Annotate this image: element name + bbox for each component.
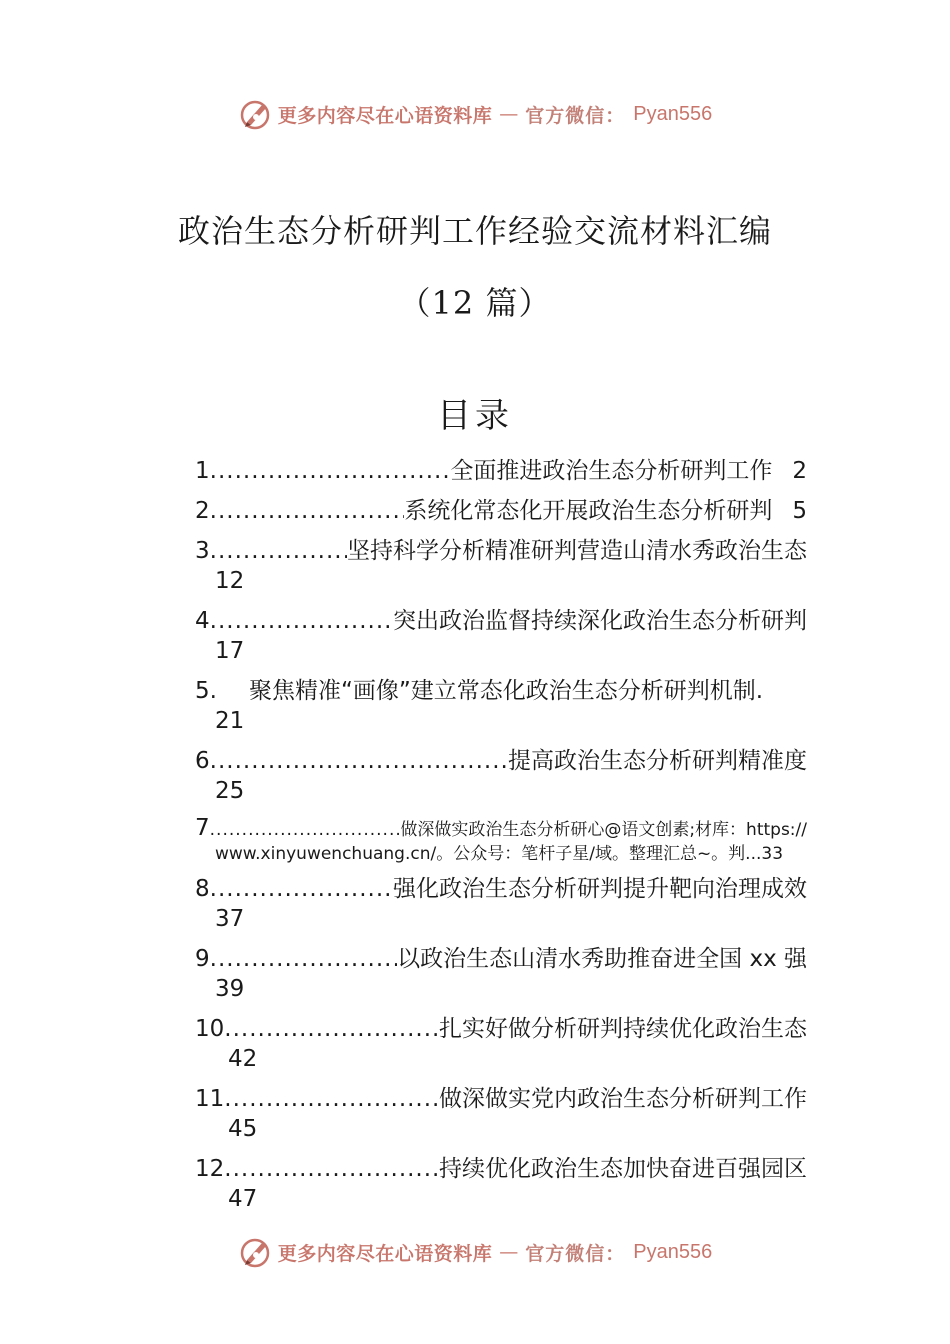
pen-logo-icon <box>238 97 272 131</box>
header-watermark-banner <box>0 94 950 134</box>
toc-entry-number: 10 <box>195 1016 225 1042</box>
toc-entry[interactable] <box>195 816 807 866</box>
toc-entry-number: 3 <box>195 538 210 564</box>
toc-entry-page: 17 <box>215 638 245 664</box>
toc-entry-title: 全面推进政治生态分析研判工作 <box>450 458 773 484</box>
toc-entry-page: 12 <box>215 568 245 594</box>
toc-entry-page: 25 <box>215 778 245 804</box>
table-of-contents <box>195 456 807 1224</box>
toc-entry-number: 8 <box>195 876 210 902</box>
toc-entry-page: 21 <box>215 708 245 734</box>
toc-entry[interactable] <box>195 536 807 596</box>
toc-entry-number: 11 <box>195 1086 225 1112</box>
banner-wechat-id: Pyan556 <box>633 1240 713 1263</box>
toc-leader-dots <box>210 746 508 776</box>
toc-entry[interactable] <box>195 746 807 806</box>
toc-entry-title: 提高政治生态分析研判精准度 <box>508 748 807 774</box>
toc-entry-title: 持续优化政治生态加快奋进百强园区 <box>439 1156 807 1182</box>
toc-leader-dots <box>210 606 393 636</box>
toc-entry-title: 聚焦精准“画像”建立常态化政治生态分析研判机制. <box>248 678 764 704</box>
toc-entry-page: 42 <box>228 1046 258 1072</box>
toc-entry-title: 突出政治监督持续深化政治生态分析研判 <box>393 608 807 634</box>
toc-entry-title: 以政治生态山清水秀助推奋进全国 xx 强 <box>397 946 807 972</box>
toc-entry-number: 4 <box>195 608 210 634</box>
toc-entry[interactable] <box>195 1014 807 1074</box>
document-subtitle: （12 篇） <box>398 284 552 322</box>
toc-entry-number: 6 <box>195 748 210 774</box>
toc-entry-number: 9 <box>195 946 210 972</box>
toc-entry-page: 2 <box>792 458 807 484</box>
toc-entry[interactable] <box>195 676 807 736</box>
toc-entry[interactable] <box>195 1084 807 1144</box>
toc-leader-dots <box>224 1154 439 1184</box>
toc-entry[interactable] <box>195 874 807 934</box>
toc-leader-dots <box>210 874 393 904</box>
toc-entry-page: 5 <box>792 498 807 524</box>
toc-entry-page: 47 <box>228 1186 258 1212</box>
toc-entry-title: 做深做实政治生态分析研心@语文创素;材库：https:// <box>400 820 807 840</box>
toc-entry-title: 做深做实党内政治生态分析研判工作 <box>439 1086 807 1112</box>
toc-entry-number: 7 <box>195 815 210 841</box>
toc-entry-page: 45 <box>228 1116 258 1142</box>
toc-leader-dots <box>210 944 398 974</box>
banner-wechat-id: Pyan556 <box>633 102 713 125</box>
toc-entry[interactable] <box>195 1154 807 1214</box>
banner-dash: — <box>499 1241 519 1263</box>
toc-leader-dots <box>224 1084 439 1114</box>
toc-entry[interactable] <box>195 456 807 486</box>
footer-watermark-banner <box>0 1232 950 1272</box>
toc-heading: 目录 <box>437 396 513 436</box>
toc-entry-title-continued: www.xinyuwenchuang.cn/。公众号：笔杆子星/域。整理汇总~。判...33 <box>215 844 784 864</box>
banner-subtext: 官方微信： <box>525 104 626 127</box>
toc-entry-title: 强化政治生态分析研判提升靶向治理成效 <box>393 876 807 902</box>
toc-leader-dots <box>210 536 347 566</box>
banner-subtext: 官方微信： <box>525 1242 626 1265</box>
toc-entry-number: 2 <box>195 498 210 524</box>
toc-leader-dots <box>210 456 451 486</box>
banner-dash: — <box>499 103 519 125</box>
toc-entry[interactable] <box>195 496 807 526</box>
toc-entry-title: 扎实好做分析研判持续优化政治生态 <box>439 1016 807 1042</box>
pen-logo-icon <box>238 1235 272 1269</box>
toc-entry[interactable] <box>195 606 807 666</box>
toc-entry-number: 1 <box>195 458 210 484</box>
banner-text: 更多内容尽在心语资料库 <box>277 104 493 127</box>
toc-leader-dots <box>224 1014 439 1044</box>
toc-entry-number: 12 <box>195 1156 225 1182</box>
toc-leader-dots <box>210 496 405 526</box>
toc-entry-page: 37 <box>215 906 245 932</box>
toc-entry-number: 5. <box>195 678 217 704</box>
toc-entry-title: 系统化常态化开展政治生态分析研判 <box>404 498 773 524</box>
toc-entry-page: 39 <box>215 976 245 1002</box>
document-title: 政治生态分析研判工作经验交流材料汇编 <box>177 212 772 250</box>
banner-text: 更多内容尽在心语资料库 <box>277 1242 493 1265</box>
toc-entry-title: 坚持科学分析精准研判营造山清水秀政治生态 <box>347 538 807 564</box>
toc-leader-dots <box>210 818 401 842</box>
toc-entry[interactable] <box>195 944 807 1004</box>
